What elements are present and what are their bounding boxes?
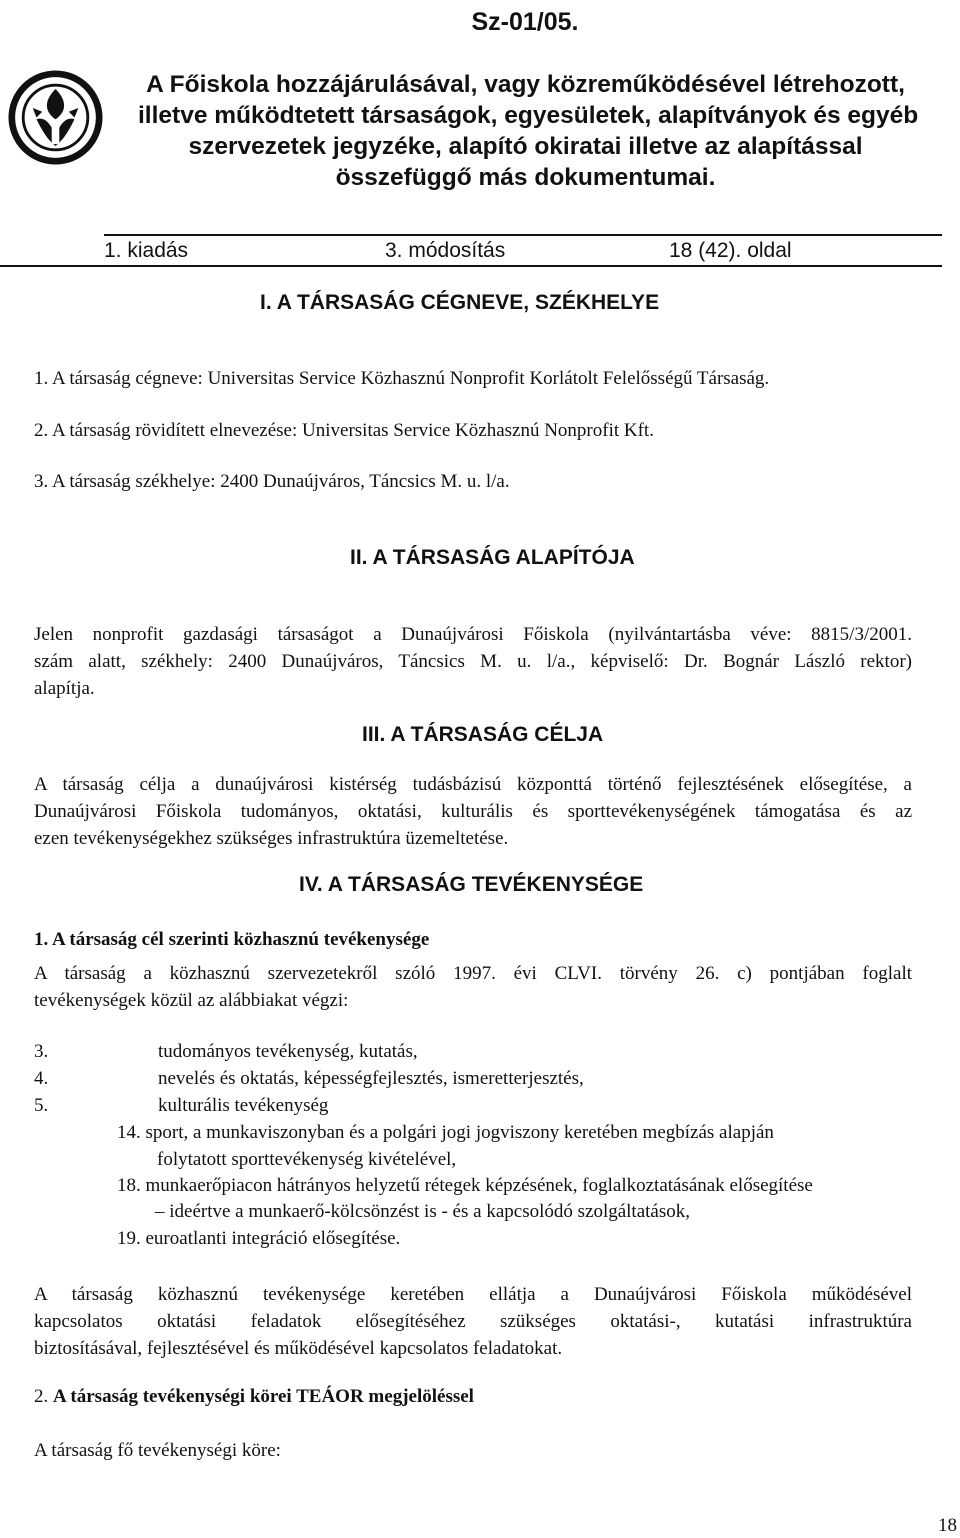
list-item-text: tudományos tevékenység, kutatás, <box>158 1041 418 1062</box>
title-line-2: illetve működtetett társaságok, egyesületek, alapítványok és egyéb <box>138 102 919 129</box>
section-1-heading: I. A TÁRSASÁG CÉGNEVE, SZÉKHELYE <box>260 291 660 314</box>
page-info-label: 18 (42). oldal <box>669 239 792 262</box>
title-line-1: A Főiskola hozzájárulásával, vagy közreműködésével létrehozott, <box>146 71 905 98</box>
seat-item: 3. A társaság székhelye: 2400 Dunaújváros, Táncsics M. u. l/a. <box>34 471 510 492</box>
list-item-text: kulturális tevékenység <box>158 1095 329 1116</box>
founder-paragraph <box>34 621 912 702</box>
teaor-subheading <box>34 1386 474 1408</box>
list-item-text: nevelés és oktatás, képességfejlesztés, ismeretterjesztés, <box>158 1068 584 1089</box>
infrastructure-paragraph <box>34 1281 912 1362</box>
title-line-3: szervezetek jegyzéke, alapító okiratai illetve az alapítással <box>188 133 863 160</box>
document-code: Sz-01/05. <box>471 8 579 36</box>
purpose-paragraph <box>34 771 912 852</box>
public-benefit-subheading: 1. A társaság cél szerinti közhasznú tevékenysége <box>34 929 430 950</box>
infrastructure-line-2: kapcsolatos oktatási feladatok elősegítéséhez szükséges oktatási-, kutatási infrastruktúra <box>34 1311 912 1332</box>
list-item-number: 4. <box>34 1068 49 1089</box>
law-reference-paragraph <box>34 960 912 1014</box>
founder-line-3: alapítja. <box>34 678 95 699</box>
purpose-line-1: A társaság célja a dunaújvárosi kistérség tudásbázisú központtá történő fejlesztésének elősegítése, a <box>34 774 912 795</box>
purpose-line-2: Dunaújvárosi Főiskola tudományos, oktatási, kulturális és sporttevékenységének támogatása és az <box>34 801 912 822</box>
header-bottom-rule <box>0 265 942 267</box>
company-name-item: 1. A társaság cégneve: Universitas Service Közhasznú Nonprofit Korlátolt Felelősségű Társaság. <box>34 368 770 389</box>
infrastructure-line-1: A társaság közhasznú tevékenysége keretében ellátja a Dunaújvárosi Főiskola működésével <box>34 1284 912 1305</box>
modification-label: 3. módosítás <box>385 239 506 262</box>
section-2-heading: II. A TÁRSASÁG ALAPÍTÓJA <box>350 546 635 569</box>
title-line-4: összefüggő más dokumentumai. <box>335 164 716 191</box>
header-top-rule <box>104 234 942 236</box>
list-item-number: 3. <box>34 1041 49 1062</box>
founder-line-2: szám alatt, székhely: 2400 Dunaújváros, Táncsics M. u. l/a., képviselő: Dr. Bognár László rektor) <box>34 651 912 672</box>
edition-label: 1. kiadás <box>104 239 189 262</box>
item-14-line-2: folytatott sporttevékenység kivételével, <box>157 1149 457 1170</box>
item-18-line-1: 18. munkaerőpiacon hátrányos helyzetű rétegek képzésének, foglalkoztatásának elősegítése <box>117 1175 813 1196</box>
purpose-line-3: ezen tevékenységekhez szükséges infrastruktúra üzemeltetése. <box>34 828 509 849</box>
founder-line-1: Jelen nonprofit gazdasági társaságot a Dunaújvárosi Főiskola (nyilvántartásba véve: 8815/3/2001. <box>34 624 912 645</box>
item-14-line-1: 14. sport, a munkaviszonyban és a polgári jogi jogviszony keretében megbízás alapján <box>117 1122 774 1143</box>
infrastructure-line-3: biztosításával, fejlesztésével és működésével kapcsolatos feladatokat. <box>34 1338 563 1359</box>
law-reference-line-2: tevékenységek közül az alábbiakat végzi: <box>34 990 349 1011</box>
section-4-heading: IV. A TÁRSASÁG TEVÉKENYSÉGE <box>299 873 644 896</box>
college-logo <box>8 70 103 165</box>
page-number: 18 <box>938 1515 957 1536</box>
teaor-subheading-number: 2. <box>34 1386 49 1407</box>
item-18-line-2: – ideértve a munkaerő-kölcsönzést is - és a kapcsolódó szolgáltatások, <box>155 1201 690 1222</box>
section-3-heading: III. A TÁRSASÁG CÉLJA <box>362 723 604 746</box>
short-name-item: 2. A társaság rövidített elnevezése: Universitas Service Közhasznú Nonprofit Kft. <box>34 420 654 441</box>
law-reference-line-1: A társaság a közhasznú szervezetekről szóló 1997. évi CLVI. törvény 26. c) pontjában foglalt <box>34 963 912 984</box>
teaor-subheading-text: A társaság tevékenységi körei TEÁOR megjelöléssel <box>53 1386 474 1407</box>
main-activity-label: A társaság fő tevékenységi köre: <box>34 1440 281 1461</box>
item-19: 19. euroatlanti integráció elősegítése. <box>117 1228 401 1249</box>
list-item-number: 5. <box>34 1095 49 1116</box>
